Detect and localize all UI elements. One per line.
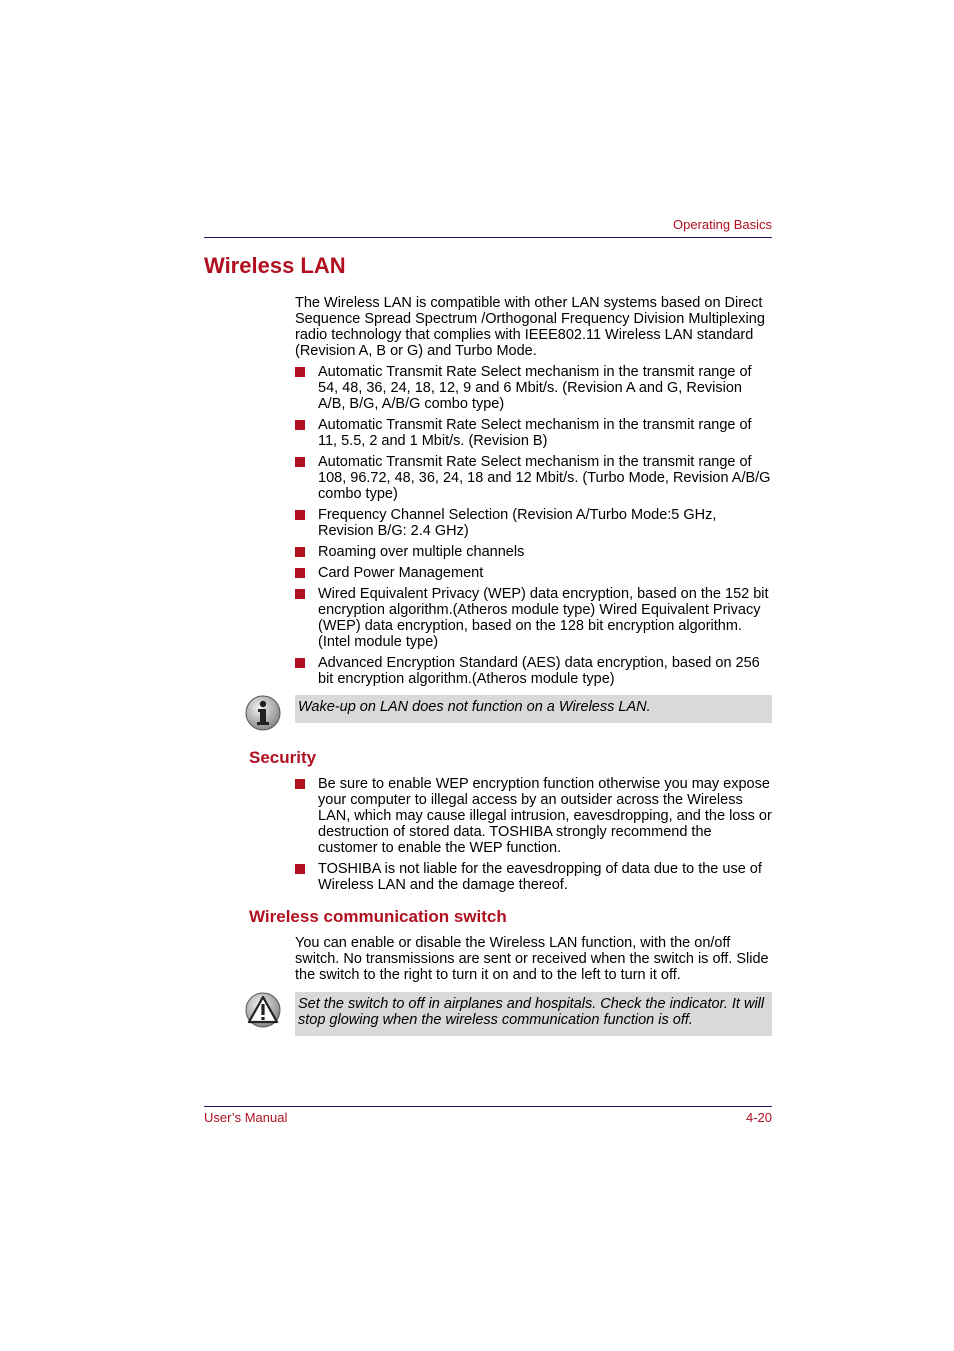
bullet-square-icon <box>295 568 305 578</box>
list-item: Be sure to enable WEP encryption function otherwise you may expose your computer to illegal access by an outsider across the Wireless LAN, which may cause illegal intrusion, eavesdropping, and the loss or destruction of stored data. TOSHIBA strongly recommend the customer to enable the WEP function. <box>295 776 772 856</box>
list-item: Wired Equivalent Privacy (WEP) data encryption, based on the 152 bit encryption algorithm.(Atheros module type) Wired Equivalent Privacy (WEP) data encryption, based on the 128 bit encryption algorithm.(Intel module type) <box>295 586 772 650</box>
warning-icon <box>245 992 281 1028</box>
info-note: Wake-up on LAN does not function on a Wireless LAN. <box>295 695 772 723</box>
info-icon <box>245 695 281 731</box>
bullet-square-icon <box>295 779 305 789</box>
intro-paragraph: The Wireless LAN is compatible with other LAN systems based on Direct Sequence Spread Spectrum /Orthogonal Frequency Division Multiplexing radio technology that complies with IEEE802.11 Wireless LAN standard (Revision A, B or G) and Turbo Mode. <box>295 295 765 359</box>
footer-manual-name: User’s Manual <box>204 1110 288 1125</box>
security-heading: Security <box>249 748 317 767</box>
switch-paragraph: You can enable or disable the Wireless LAN function, with the on/off switch. No transmissions are sent or received when the switch is off. Slide the switch to the right to turn it on and to the left to turn it off. <box>295 935 769 983</box>
page-number: 4-20 <box>745 1110 772 1125</box>
bullet-square-icon <box>295 658 305 668</box>
list-item: Advanced Encryption Standard (AES) data encryption, based on 256 bit encryption algorithm.(Atheros module type) <box>295 655 772 687</box>
bullet-square-icon <box>295 589 305 599</box>
switch-heading: Wireless communication switch <box>249 907 507 926</box>
list-item: Roaming over multiple channels <box>295 544 772 560</box>
bullet-square-icon <box>295 864 305 874</box>
bullet-square-icon <box>295 510 305 520</box>
bullet-square-icon <box>295 367 305 377</box>
list-item: Card Power Management <box>295 565 772 581</box>
bullet-square-icon <box>295 420 305 430</box>
page-title: Wireless LAN <box>204 253 346 278</box>
list-item: Automatic Transmit Rate Select mechanism in the transmit range of 11, 5.5, 2 and 1 Mbit/s. (Revision B) <box>295 417 772 449</box>
feature-list <box>295 364 772 692</box>
security-list <box>295 776 772 898</box>
list-item: Automatic Transmit Rate Select mechanism in the transmit range of 108, 96.72, 48, 36, 24, 18 and 12 Mbit/s. (Turbo Mode, Revision A/B/G combo type) <box>295 454 772 502</box>
list-item: Frequency Channel Selection (Revision A/Turbo Mode:5 GHz, Revision B/G: 2.4 GHz) <box>295 507 772 539</box>
footer-rule <box>204 1106 772 1107</box>
list-item: TOSHIBA is not liable for the eavesdropping of data due to the use of Wireless LAN and the damage thereof. <box>295 861 772 893</box>
header-rule <box>204 237 772 238</box>
bullet-square-icon <box>295 547 305 557</box>
warning-note: Set the switch to off in airplanes and hospitals. Check the indicator. It will stop glowing when the wireless communication function is off. <box>295 992 772 1036</box>
bullet-square-icon <box>295 457 305 467</box>
list-item: Automatic Transmit Rate Select mechanism in the transmit range of 54, 48, 36, 24, 18, 12, 9 and 6 Mbit/s. (Revision A and G, Revision A/B, B/G, A/B/G combo type) <box>295 364 772 412</box>
running-header: Operating Basics <box>673 217 772 232</box>
